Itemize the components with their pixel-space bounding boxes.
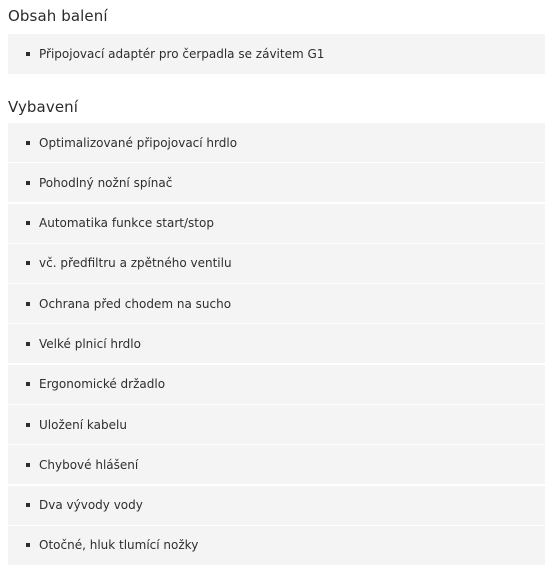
list-item [8,405,545,444]
list-item-label: Chybové hlášení [39,457,139,472]
list-item [8,204,545,243]
bullet-icon [26,382,30,386]
bullet-icon [26,543,30,547]
list-item [8,123,545,162]
list-item [8,365,545,404]
list-item-label: Dva vývody vody [39,498,143,513]
section-title-features: Vybavení [8,98,79,116]
bullet-icon [26,261,30,265]
list-item-label: Uložení kabelu [39,417,127,432]
bullet-icon [26,503,30,507]
list-item [8,244,545,283]
list-item [8,486,545,525]
list-item-label: Pohodlný nožní spínač [39,175,173,190]
bullet-icon [26,181,30,185]
list-item [8,163,545,202]
list-item-label: Velké plnicí hrdlo [39,336,141,351]
list-item-label: Připojovací adaptér pro čerpadla se závitem G1 [39,47,325,61]
features-list [8,123,545,566]
bullet-icon [26,221,30,225]
bullet-icon [26,302,30,306]
list-item [8,324,545,363]
list-item-label: vč. předfiltru a zpětného ventilu [39,256,232,271]
bullet-icon [26,463,30,467]
section-title-package-contents: Obsah balení [8,7,108,25]
package-contents-list [8,34,545,75]
bullet-icon [26,141,30,145]
list-item [8,445,545,484]
list-item [8,34,545,74]
list-item [8,284,545,323]
list-item-label: Otočné, hluk tlumící nožky [39,538,199,553]
bullet-icon [26,423,30,427]
bullet-icon [26,52,30,56]
list-item-label: Ochrana před chodem na sucho [39,296,232,311]
list-item-label: Automatika funkce start/stop [39,216,214,231]
list-item [8,526,545,565]
list-item-label: Optimalizované připojovací hrdlo [39,135,238,150]
list-item-label: Ergonomické držadlo [39,377,166,392]
bullet-icon [26,342,30,346]
